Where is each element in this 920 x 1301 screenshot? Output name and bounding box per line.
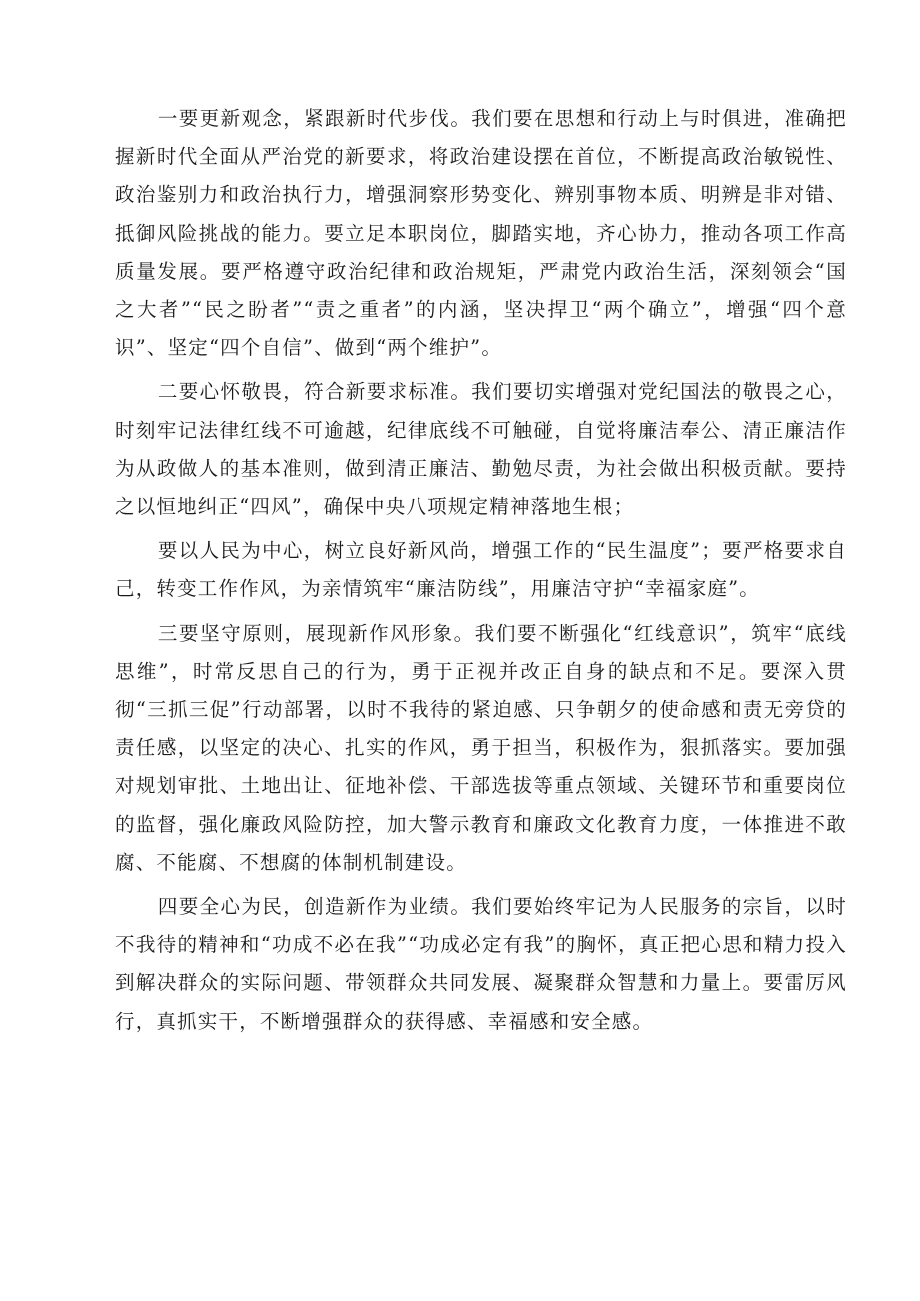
paragraph-1: 一要更新观念，紧跟新时代步伐。我们要在思想和行动上与时俱进，准确把握新时代全面从严治党的新要求，将政治建设摆在首位，不断提高政治敏锐性、政治鉴别力和政治执行力，增强洞察形势变化、辨别事物本质、明辨是非对错、抵御风险挑战的能力。要立足本职岗位，脚踏实地，齐心协力，推动各项工作高质量发展。要严格遵守政治纪律和政治规矩，严肃党内政治生活，深刻领会“国之大者”“民之盼者”“责之重者”的内涵，坚决捍卫“两个确立”，增强“四个意识”、坚定“四个自信”、做到“两个维护”。 (115, 107, 847, 360)
paragraph-5: 四要全心为民，创造新作为业绩。我们要始终牢记为人民服务的宗旨，以时不我待的精神和“功成不必在我”“功成必定有我”的胸怀，真正把心思和精力投入到解决群众的实际问题、带领群众共同发展、凝聚群众智慧和力量上。要雷厉风行，真抓实干，不断增强群众的获得感、幸福感和安全感。 (115, 895, 847, 1033)
paragraph-3: 要以人民为中心，树立良好新风尚，增强工作的“民生温度”；要严格要求自己，转变工作作风，为亲情筑牢“廉洁防线”，用廉洁守护“幸福家庭”。 (115, 539, 847, 601)
paragraph-4: 三要坚守原则，展现新作风形象。我们要不断强化“红线意识”，筑牢“底线思维”，时常反思自己的行为，勇于正视并改正自身的缺点和不足。要深入贯彻“三抓三促”行动部署，以时不我待的紧迫感、只争朝夕的使命感和责无旁贷的责任感，以坚定的决心、扎实的作风，勇于担当，积极作为，狠抓落实。要加强对规划审批、土地出让、征地补偿、干部选拔等重点领域、关键环节和重要岗位的监督，强化廉政风险防控，加大警示教育和廉政文化教育力度，一体推进不敢腐、不能腐、不想腐的体制机制建设。 (115, 621, 847, 874)
document-body (115, 100, 847, 1041)
paragraph-2: 二要心怀敬畏，符合新要求标准。我们要切实增强对党纪国法的敬畏之心，时刻牢记法律红线不可逾越，纪律底线不可触碰，自觉将廉洁奉公、清正廉洁作为从政做人的基本准则，做到清正廉洁、勤勉尽责，为社会做出积极贡献。要持之以恒地纠正“四风”，确保中央八项规定精神落地生根； (115, 380, 847, 519)
